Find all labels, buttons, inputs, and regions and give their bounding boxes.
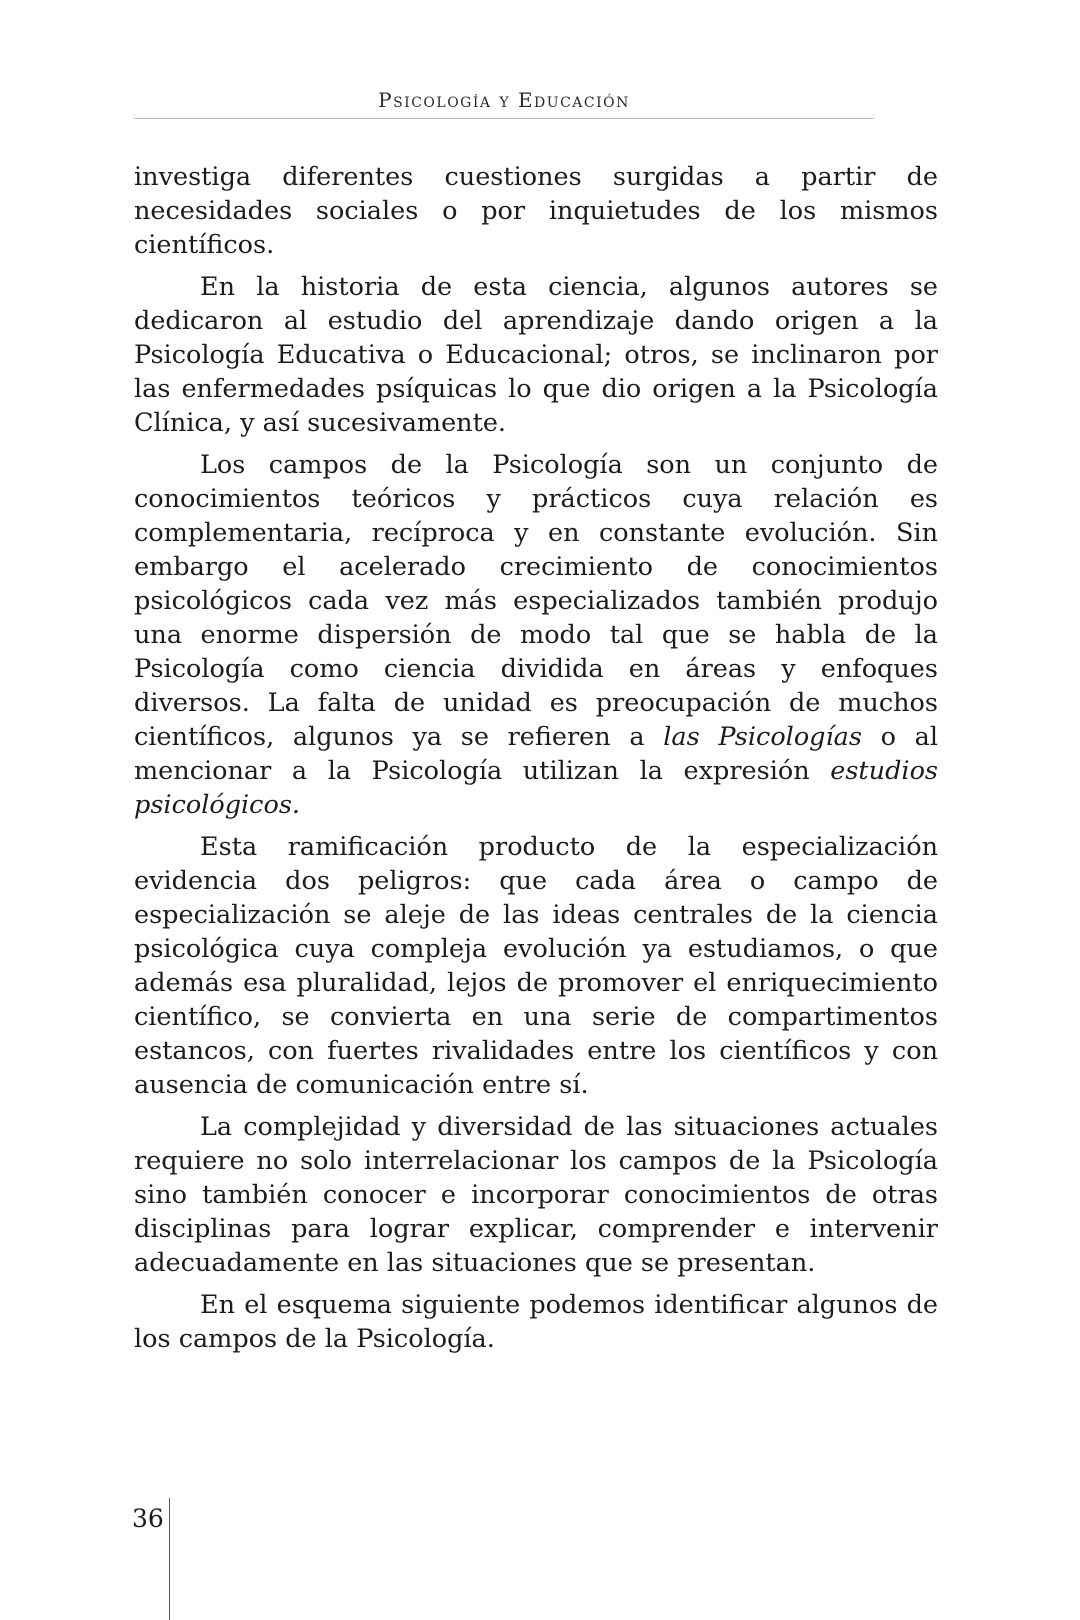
paragraph-4: Esta ramificación producto de la especialización evidencia dos peligros: que cada área o campo de especialización se aleje de las ideas centrales de la ciencia psicológica cuya compleja evolución ya estudiamos, o que además esa pluralidad, lejos de promover el enriquecimiento científico, se convierta en una serie de compartimentos estancos, con fuertes rivalidades entre los científicos y con ausencia de comunicación entre sí.	[134, 832, 938, 1100]
folio-rule	[169, 1498, 170, 1620]
paragraph-2: En la historia de esta ciencia, algunos autores se dedicaron al estudio del aprendizaje dando origen a la Psicología Educativa o Educacional; otros, se inclinaron por las enfermedades psíquicas lo que dio origen a la Psicología Clínica, y así sucesivamente.	[134, 272, 938, 438]
header-rule	[134, 118, 874, 119]
paragraph-3-italic-b: estudios psicológicos.	[134, 756, 939, 820]
paragraph-3-text-b: o al mencionar a la Psicología utilizan la expresión	[134, 722, 938, 786]
page-number: 36	[132, 1504, 164, 1533]
paragraph-3	[134, 448, 938, 822]
paragraph-6: En el esquema siguiente podemos identificar algunos de los campos de la Psicología.	[134, 1290, 938, 1354]
paragraph-5: La complejidad y diversidad de las situaciones actuales requiere no solo interrelacionar los campos de la Psicología sino también conocer e incorporar conocimientos de otras disciplinas para lograr explicar, comprender e intervenir adecuadamente en las situaciones que se presentan.	[134, 1112, 938, 1278]
paragraph-1: investiga diferentes cuestiones surgidas a partir de necesidades sociales o por inquietudes de los mismos científicos.	[134, 162, 938, 260]
body-text	[134, 160, 938, 1364]
paragraph-3-italic-a: las Psicologías	[663, 722, 862, 752]
paragraph-3-text-a: Los campos de la Psicología son un conjunto de conocimientos teóricos y prácticos cuya relación es complementaria, recíproca y en constante evolución. Sin embargo el acelerado crecimiento de conocimientos psicológicos cada vez más especializados también produjo una enorme dispersión de modo tal que se habla de la Psicología como ciencia dividida en áreas y enfoques diversos. La falta de unidad es preocupación de muchos científicos, algunos ya se refieren a	[134, 450, 938, 752]
running-header: Psicología y Educación	[378, 88, 630, 112]
